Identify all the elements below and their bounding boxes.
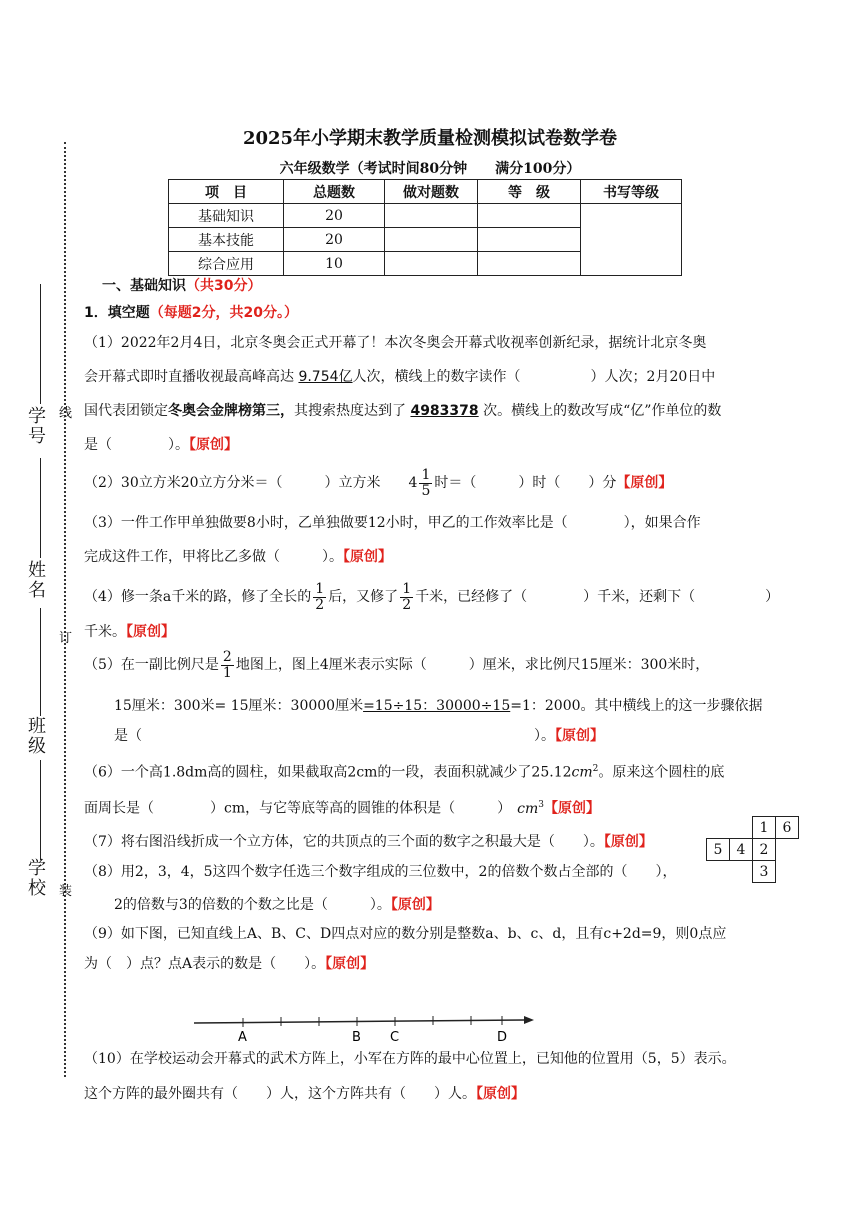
q10-line1: （10）在学校运动会开幕式的武术方阵上，小军在方阵的最中心位置上，已知他的位置用（5，5）表示。 <box>84 1051 736 1067</box>
row-name: 基础知识 <box>169 204 284 228</box>
row-count: 10 <box>284 252 385 276</box>
original-tag: 【原创】 <box>343 549 392 565</box>
number-line-arrow <box>524 1016 534 1024</box>
writing-grade-blank[interactable] <box>581 204 682 276</box>
row-count: 20 <box>284 204 385 228</box>
row-grade-blank[interactable] <box>478 204 581 228</box>
net-face: 4 <box>730 839 753 861</box>
q1-line3: 国代表团锁定冬奥会金牌榜第三，其搜索热度达到了 4983378 次。横线上的数改写成“亿”作单位的数 <box>84 403 722 419</box>
row-name: 基本技能 <box>169 228 284 252</box>
q5-line1: （5）在一副比例尺是 $\frac{2}{1}$ 地图上，图上4厘米表示实际（ ）厘米，求比例尺15厘米：300米时， <box>84 648 710 681</box>
student-id-label: 学号 <box>25 406 46 446</box>
q5-line3: 是（ ）。【原创】 <box>114 728 604 744</box>
point-b-label: B <box>352 1030 361 1044</box>
exam-subtitle: 六年级数学（考试时间80分钟 满分100分） <box>279 161 581 177</box>
school-label: 学校 <box>25 858 46 898</box>
q2-fraction: $\frac{1}{5}$ <box>421 466 431 499</box>
q1-underlined-number-2: 4983378 <box>410 403 479 419</box>
row-correct-blank[interactable] <box>385 228 478 252</box>
name-label: 姓名 <box>25 560 46 600</box>
original-tag: 【原创】 <box>476 1086 525 1102</box>
binding-dotted-line <box>64 142 66 1077</box>
net-face: 6 <box>776 817 799 839</box>
original-tag: 【原创】 <box>555 728 604 744</box>
q4-line2: 千米。【原创】 <box>84 624 175 640</box>
score-table-header <box>169 180 682 204</box>
row-name: 综合应用 <box>169 252 284 276</box>
row-correct-blank[interactable] <box>385 204 478 228</box>
number-line-figure <box>190 1008 540 1044</box>
row-grade-blank[interactable] <box>478 228 581 252</box>
student-id-line <box>40 284 41 404</box>
binding-mark-install: 装 <box>59 884 73 899</box>
original-tag: 【原创】 <box>616 475 673 491</box>
q9-line1: （9）如下图，已知直线上A、B、C、D四点对应的数分别是整数a、b、c、d，且有c+2d=9，则0点应 <box>84 926 727 942</box>
original-tag: 【原创】 <box>126 624 175 640</box>
part-title: 1．填空题 <box>84 305 150 321</box>
q5-line2: 15厘米：300米= 15厘米：30000厘米=15÷15：30000÷15=1：2000。其中横线上的这一步骤依据 <box>114 698 763 714</box>
q9-line2: 为（ ）点？点A表示的数是（ ）。【原创】 <box>84 956 375 972</box>
net-face: 1 <box>753 817 776 839</box>
q6-line2: 面周长是（ ）cm，与它等底等高的圆锥的体积是（ ） $cm^3$【原创】 <box>84 800 600 817</box>
q8-line2: 2的倍数与3的倍数的个数之比是（ ）。【原创】 <box>114 897 440 913</box>
part-score: （每题2分，共20分。） <box>149 305 298 321</box>
class-label: 班级 <box>25 716 46 756</box>
row-count: 20 <box>284 228 385 252</box>
q6-line1: （6）一个高1.8dm高的圆柱，如果截取高2cm的一段，表面积就减少了$25.12cm^2$。原来这个圆柱的底 <box>84 764 725 781</box>
original-tag: 【原创】 <box>603 834 653 850</box>
original-tag: 【原创】 <box>390 897 440 913</box>
q1-underlined-number: 9.754亿 <box>298 369 353 385</box>
school-line <box>40 760 41 860</box>
q1-line4: 是（ ）。【原创】 <box>84 437 238 453</box>
binding-mark-bind: 订 <box>59 631 73 646</box>
q8-line1: （8）用2，3，4，5这四个数字任选三个数字组成的三位数中，2的倍数个数占全部的（ ）， <box>84 864 677 880</box>
q5-scale-fraction: $\frac{2}{1}$ <box>222 648 232 681</box>
q3-line2: 完成这件工作，甲将比乙多做（ ）。【原创】 <box>84 549 392 565</box>
original-tag: 【原创】 <box>325 956 375 972</box>
q7-line: （7）将右图沿线折成一个立方体，它的共顶点的三个面的数字之积最大是（ ）。【原创】 <box>84 834 653 850</box>
net-face: 2 <box>753 839 776 861</box>
section-heading <box>102 277 261 295</box>
score-table <box>168 179 682 276</box>
point-a-label: A <box>238 1030 247 1044</box>
binding-mark-line: 线 <box>59 406 73 421</box>
name-line <box>40 458 41 558</box>
net-face: 5 <box>707 839 730 861</box>
q1-line2: 会开幕式即时直播收视最高峰高达 9.754亿人次，横线上的数字读作（ ）人次；2月20日中 <box>84 369 716 385</box>
cube-net-figure <box>706 816 799 883</box>
header-correct: 做对题数 <box>385 180 478 204</box>
table-row <box>169 204 682 228</box>
header-item: 项 目 <box>169 180 284 204</box>
class-line <box>40 608 41 716</box>
q3-line1: （3）一件工作甲单独做要8小时，乙单独做要12小时，甲乙的工作效率比是（ ），如果合作 <box>84 515 701 531</box>
header-total: 总题数 <box>284 180 385 204</box>
original-tag: 【原创】 <box>543 800 600 817</box>
q4-fraction-half-2: $\frac{1}{2}$ <box>402 580 412 613</box>
header-writing-grade: 书写等级 <box>581 180 682 204</box>
net-face: 3 <box>753 861 776 883</box>
part-heading <box>84 304 298 322</box>
row-grade-blank[interactable] <box>478 252 581 276</box>
q4-fraction-half: $\frac{1}{2}$ <box>315 580 325 613</box>
section-score: （共30分） <box>186 278 262 294</box>
point-c-label: C <box>390 1030 400 1044</box>
q5-underlined-step: =15÷15：30000÷15 <box>363 698 511 714</box>
row-correct-blank[interactable] <box>385 252 478 276</box>
point-d-label: D <box>497 1030 508 1044</box>
q4-line1: （4）修一条a千米的路，修了全长的 $\frac{1}{2}$ 后，又修了 $\frac{1}{2}$ 千米，已经修了（ ）千米，还剩下（ ） <box>84 580 780 613</box>
original-tag: 【原创】 <box>189 437 238 453</box>
exam-title: 2025年小学期末教学质量检测模拟试卷数学卷 <box>242 128 618 149</box>
q10-line2: 这个方阵的最外圈共有（ ）人，这个方阵共有（ ）人。【原创】 <box>84 1086 525 1102</box>
q2-line: （2）30立方米20立方分米＝（ ）立方米 4 $\frac{1}{5}$ 时＝（ ）时（ ）分【原创】 <box>84 466 673 499</box>
q1-line1: （1）2022年2月4日，北京冬奥会正式开幕了！本次冬奥会开幕式收视率创新纪录，据统计北京冬奥 <box>84 335 707 351</box>
header-grade: 等 级 <box>478 180 581 204</box>
section-title: 一、基础知识 <box>102 278 186 294</box>
